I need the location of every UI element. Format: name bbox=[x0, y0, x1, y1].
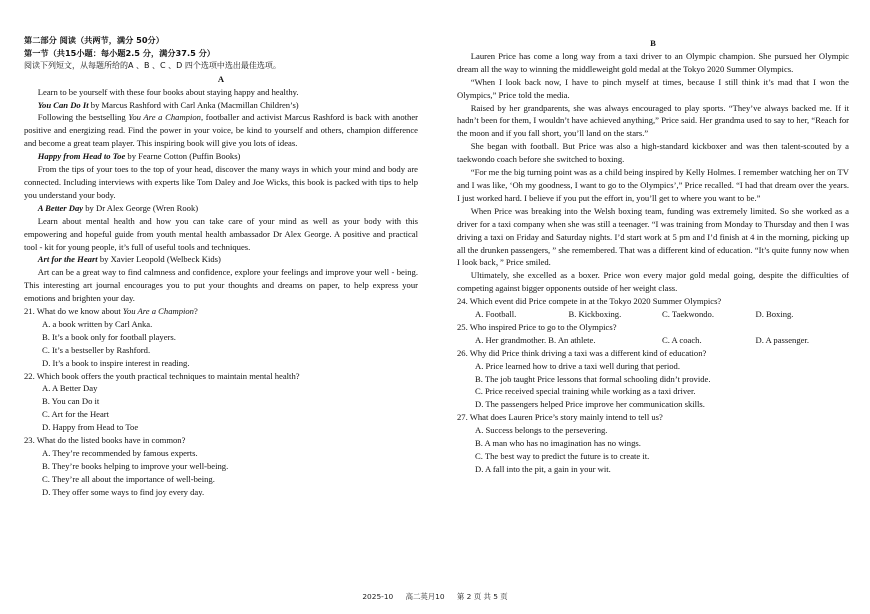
options-25 bbox=[475, 334, 849, 347]
option-24c: C. Taekwondo. bbox=[662, 309, 714, 320]
book-2-text: From the tips of your toes to the top of your head, discover the many ways in which your mind and body are connected. Including interviews with experts like Tom Daley and Joe Wicks, this book is packed with tips to help you understand your body. bbox=[24, 164, 418, 200]
question-21 bbox=[24, 305, 418, 318]
option-27b: B. A man who has no imagination has no wings. bbox=[475, 438, 641, 449]
book-2-heading bbox=[24, 150, 418, 163]
option-27a: A. Success belongs to the persevering. bbox=[475, 425, 608, 436]
book-reference: You Are a Champion bbox=[128, 112, 201, 123]
option-26a: A. Price learned how to drive a taxi well during that period. bbox=[475, 360, 680, 371]
footer-date: 2025-10 bbox=[362, 592, 394, 601]
text-part: Following the bestselling bbox=[37, 112, 129, 123]
page-footer bbox=[0, 591, 870, 604]
section-heading: 第一节（共15小题：每小题2.5 分，满分37.5 分） bbox=[24, 47, 215, 58]
option-22d: D. Happy from Head to Toe bbox=[42, 422, 139, 433]
option-27d: D. A fall into the pit, a gain in your wit. bbox=[475, 463, 611, 474]
passage-b-paragraph: She began with football. But Price was also a high-standard kickboxer and was then talent-scouted by a taekwondo coach before she switched to boxing. bbox=[457, 141, 849, 165]
passage-b-paragraph: “When I look back now, I have to pinch myself at times, because I still think it’s mad that I won the Olympics,” Price told the media. bbox=[457, 76, 849, 100]
option-21d: D. It’s a book to inspire interest in reading. bbox=[42, 357, 190, 368]
footer-exam: 高二英月10 bbox=[405, 592, 445, 601]
question-23: 23. What do the listed books have in common? bbox=[24, 435, 186, 446]
option-21c: C. It’s a bestseller by Rashford. bbox=[42, 344, 151, 355]
book-title: You Can Do It bbox=[37, 99, 89, 110]
option-25c: C. A coach. bbox=[662, 334, 702, 345]
option-24b: B. Kickboxing. bbox=[568, 309, 622, 320]
option-26d: D. The passengers helped Price improve her communication skills. bbox=[475, 399, 705, 410]
book-3-heading bbox=[24, 202, 418, 215]
book-byline: by Marcus Rashford with Carl Anka (Macmillan Children’s) bbox=[88, 99, 299, 110]
question-22: 22. Which book offers the youth practical techniques to maintain mental health? bbox=[24, 370, 300, 381]
option-23c: C. They’re all about the importance of well-being. bbox=[42, 473, 215, 484]
book-byline: by Dr Alex George (Wren Rook) bbox=[83, 202, 199, 213]
option-25d: D. A passenger. bbox=[755, 334, 809, 345]
passage-b-label: B bbox=[650, 38, 656, 48]
passage-b-paragraph: “For me the big turning point was as a child being inspired by Kelly Holmes. I remember watching her on TV and I was like, ‘Oh my goodness, I want to go to the Olympics’,” Price recalled. “I had that dream over the years. I just worked hard. I believe if you put the effort in, you’ll get to where you want to be.” bbox=[457, 167, 849, 203]
part-heading: 第二部分 阅读（共两节，满分 50分） bbox=[24, 35, 164, 45]
option-26c: C. Price received special training while working as a taxi driver. bbox=[475, 386, 696, 397]
option-24a: A. Football. bbox=[475, 309, 517, 320]
book-3-text: Learn about mental health and how you can take care of your mind as well as your body with this empowering and hopeful guide from youth mental health ambassador Dr Alex George. A positive and practical tool - kit for young people, it’s full of useful tools and techniques. bbox=[24, 215, 418, 252]
option-22b: B. You can Do it bbox=[42, 396, 100, 407]
book-byline: by Fearne Cotton (Puffin Books) bbox=[125, 151, 241, 162]
book-byline: by Xavier Leopold (Welbeck Kids) bbox=[97, 254, 221, 265]
option-23b: B. They’re books helping to improve your well-being. bbox=[42, 460, 229, 471]
question-stem: 21. What do we know about bbox=[24, 306, 123, 317]
passage-b-paragraph: Raised by her grandparents, she was always encouraged to play sports. “They’ve always backed me. If it hadn’t been for them, I wouldn’t have achieved anything,” Price said. Her grandma used to say to her, “Reach for the moon and if you fall short, you’ll land on the stars.” bbox=[457, 102, 849, 139]
instruction: 阅读下列短文，从每题所给的A 、B 、C 、D 四个选项中选出最佳选项。 bbox=[24, 60, 281, 70]
right-column bbox=[457, 37, 849, 476]
option-27c: C. The best way to predict the future is to create it. bbox=[475, 451, 650, 461]
passage-b-paragraph: When Price was breaking into the Welsh boxing team, funding was extremely limited. So she worked as a driver for a taxi company when she was still a teenager. “I was training from Monday to Thursday and then I was driving a taxi on Friday and Saturday nights. I’d start work at 5 pm and I’d finish at 4 in the morning, picking up all the drunken passengers, ” she remembered. That was a different kind of education. “It’s quite funny now when I look back，” Price smiled. bbox=[457, 205, 849, 268]
question-25: 25. Who inspired Price to go to the Olympics? bbox=[457, 321, 617, 332]
book-4-heading bbox=[24, 253, 418, 266]
question-27: 27. What does Lauren Price’s story mainly intend to tell us? bbox=[457, 412, 663, 423]
book-reference: You Are a Champion bbox=[122, 306, 194, 317]
option-25ab: A. Her grandmother. B. An athlete. bbox=[475, 334, 596, 345]
left-column bbox=[24, 34, 418, 499]
passage-b-paragraph: Ultimately, she excelled as a boxer. Price won every major gold medal going, despite the difficulties of competing against bigger opponents outside of her weight class. bbox=[457, 270, 849, 294]
options-24 bbox=[475, 308, 849, 321]
option-23d: D. They offer some ways to find joy every day. bbox=[42, 486, 205, 497]
book-title: A Better Day bbox=[37, 202, 84, 213]
question-26: 26. Why did Price think driving a taxi was a different kind of education? bbox=[457, 347, 707, 358]
option-22a: A. A Better Day bbox=[42, 383, 98, 394]
book-title: Art for the Heart bbox=[37, 254, 98, 265]
book-1-text bbox=[24, 111, 418, 150]
option-21b: B. It’s a book only for football players. bbox=[42, 331, 176, 342]
text-part: , footballer and activist Marcus Rashford is back with another positive and energizing read. Find the power in your voice, be kind to yourself and others, champion difference and become a great team player. This inspiring book will give you lots of ideas. bbox=[24, 112, 418, 149]
option-23a: A. They’re recommended by famous experts. bbox=[42, 448, 198, 458]
option-24d: D. Boxing. bbox=[755, 309, 794, 320]
question-24: 24. Which event did Price compete in at the Tokyo 2020 Summer Olympics? bbox=[457, 296, 722, 307]
question-stem: ? bbox=[193, 306, 198, 317]
footer-page-number: 第 2 页 共 5 页 bbox=[456, 592, 508, 601]
option-26b: B. The job taught Price lessons that formal schooling didn’t provide. bbox=[475, 373, 711, 384]
passage-b-paragraph: Lauren Price has come a long way from a taxi driver to an Olympic champion. She pursued her Olympic dream all the way to winning the middleweight gold medal at the Tokyo 2020 Summer Olympics. bbox=[457, 50, 849, 74]
option-21a: A. a book written by Carl Anka. bbox=[42, 318, 153, 329]
passage-a-intro: Learn to be yourself with these four books about staying happy and healthy. bbox=[37, 86, 299, 97]
passage-a-label: A bbox=[217, 73, 225, 84]
book-1-heading bbox=[24, 99, 418, 112]
book-title: Happy from Head to Toe bbox=[37, 151, 126, 162]
book-4-text: Art can be a great way to find calmness and confidence, explore your feelings and improve your well - being. This interesting art journal encourages you to put your thoughts and dreams on paper, to help express your emotions and brighten your day. bbox=[24, 267, 418, 304]
option-22c: C. Art for the Heart bbox=[42, 409, 110, 420]
